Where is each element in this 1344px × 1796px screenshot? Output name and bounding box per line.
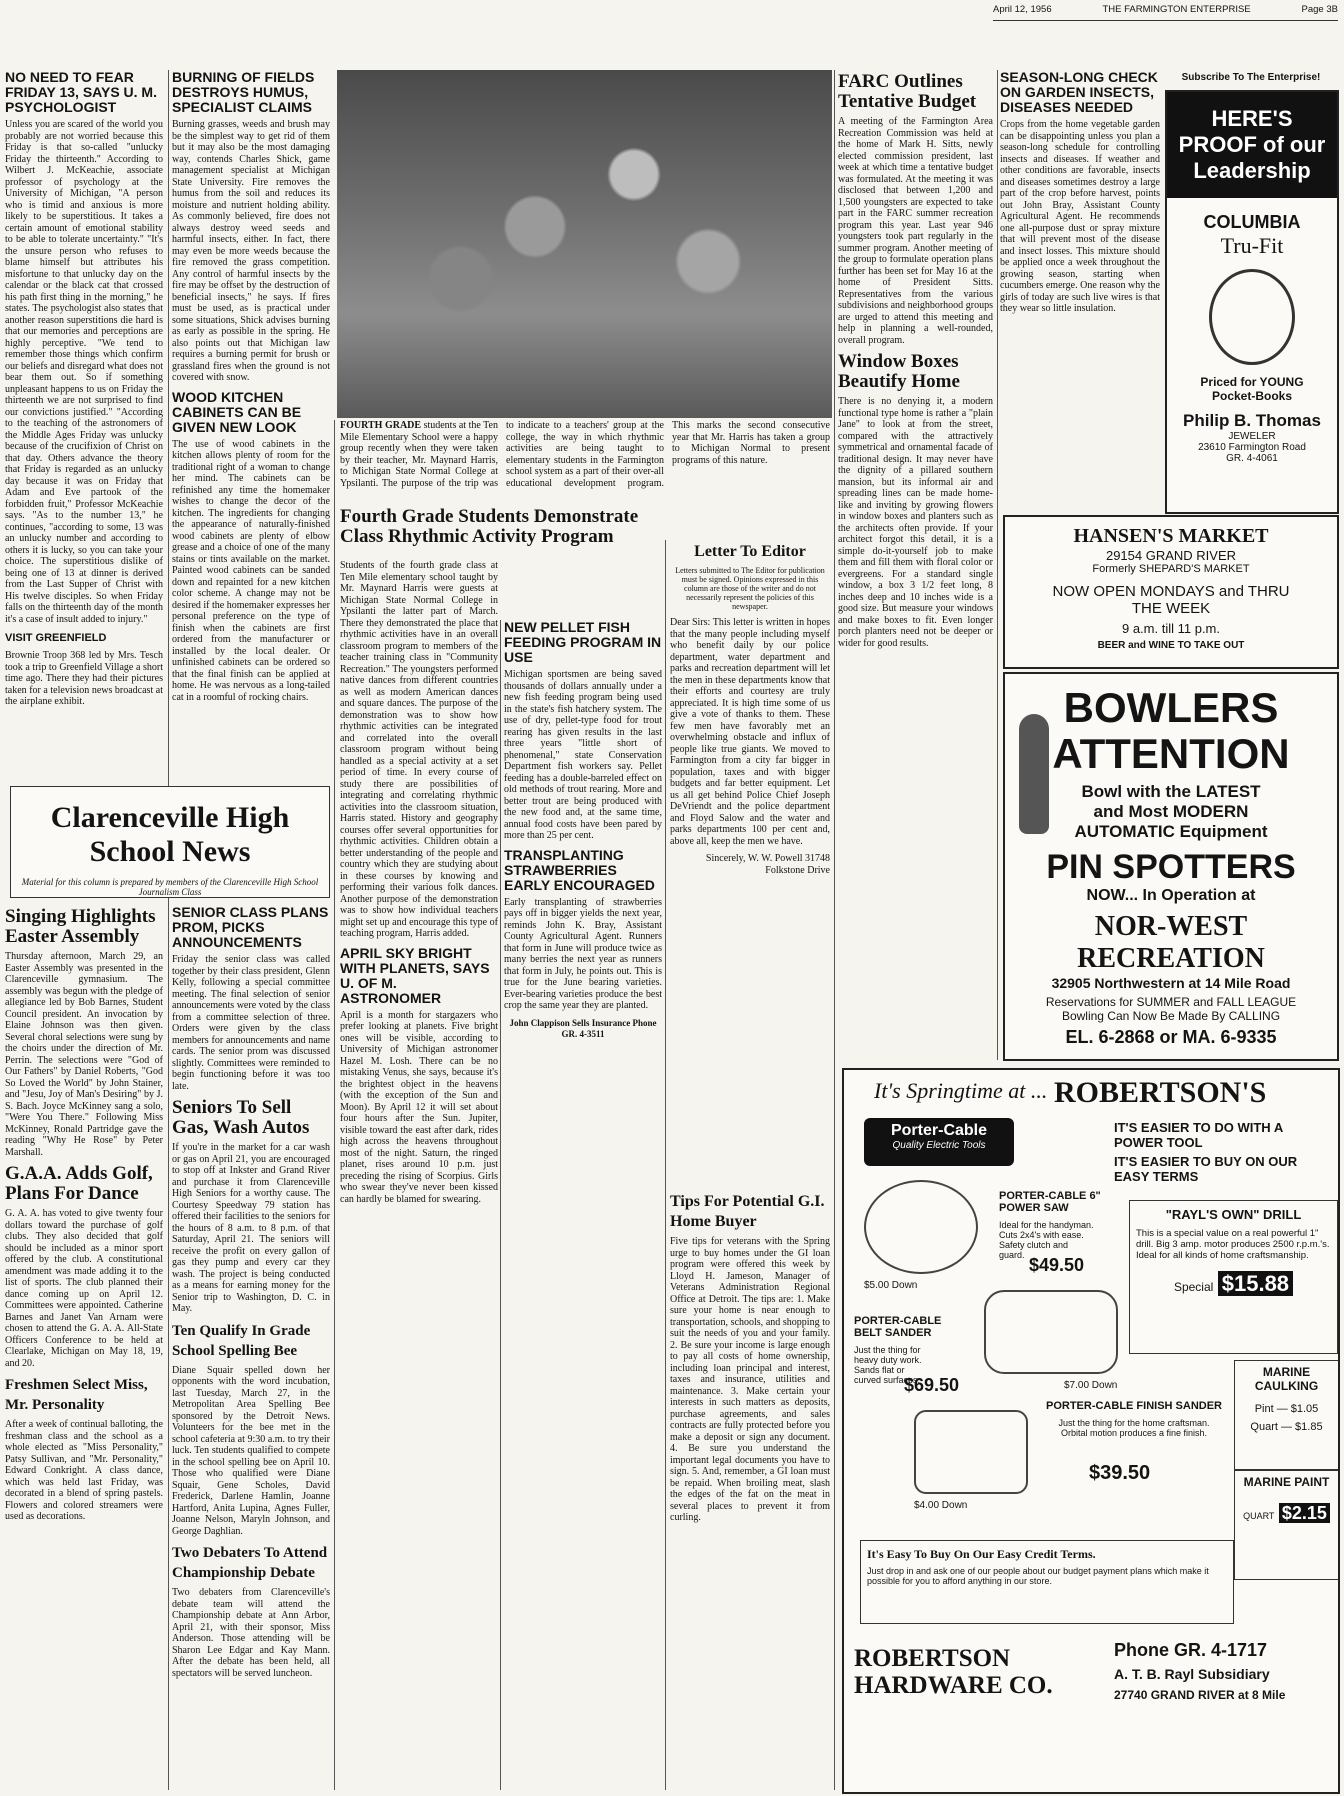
columbia-line: Tru-Fit [1220, 233, 1284, 258]
paint-title: MARINE PAINT [1243, 1475, 1330, 1489]
headline-fourth-grade: Fourth Grade Students Demonstrate Class Rhythmic Activity Program [340, 506, 639, 547]
headline-spelling: Ten Qualify In Grade School Spelling Bee [172, 1322, 311, 1359]
drill-desc: This is a special value on a real powerful 1" drill. Big 3 amp. motor produces 2500 r.p.m.'s. Ideal for all kinds of home craftsmanship. [1136, 1228, 1330, 1261]
robertson-spring: It's Springtime at ... [874, 1078, 1048, 1103]
finish-price: $39.50 [1089, 1462, 1151, 1484]
subscribe-line[interactable]: Subscribe To The Enterprise! [1181, 72, 1321, 83]
robertson-tag2: IT'S EASIER TO BUY ON OUR EASY TERMS [1114, 1154, 1298, 1184]
headline-season: SEASON-LONG CHECK ON GARDEN INSECTS, DISEASES NEEDED [1000, 70, 1158, 115]
bowlers-h2: ATTENTION [1052, 730, 1290, 777]
finish-desc: Just the thing for the home craftsman. Orbital motion produces a fine finish. [1058, 1418, 1210, 1438]
headline-burning: BURNING OF FIELDS DESTROYS HUMUS, SPECIALIST CLAIMS [172, 70, 315, 115]
article-burning: Burning grasses, weeds and brush may be the simplest way to get rid of them but it may also be the most damaging way, contends Charles Shick, game management specialist at Michigan State University. Fire removes the humus from the soil and reduces its moisture and nutrient holding ability. As commonly believed, fire does not always destroy weed seeds and harmful insects, either. In fact, there may even be more weeds because the fire removed the grass competition. Any control of harmful insects by the fire may be offset by the destruction of beneficial insects," he says. If fires must be used, as is practical under some situations, Shick advises burning as early as possible in the spring. He also points out that Michigan law requires a burning permit for brush or grassland fires when the ground is not covered with snow. [172, 119, 330, 383]
columbia-address: 23610 Farmington Road [1198, 442, 1306, 453]
finish-sander-icon [914, 1410, 1028, 1494]
belt-sander-icon [984, 1290, 1118, 1374]
columbia-ad[interactable] [1165, 90, 1339, 514]
headline-tips: Tips For Potential G.I. Home Buyer [670, 1193, 825, 1230]
headline-gaa: G.A.A. Adds Golf, Plans For Dance [5, 1163, 153, 1204]
column-6 [1000, 70, 1160, 510]
article-visit: Brownie Troop 368 led by Mrs. Tesch took a trip to Greenfield Village a short time ago. There they had their pictures taken for a television news broadcast at the airplane exhibit. [5, 650, 163, 707]
credit-box [860, 1540, 1234, 1624]
caption-lead: FOURTH GRADE [340, 420, 422, 431]
bowlers-phones: EL. 6-2868 or MA. 6-9335 [1065, 1027, 1277, 1047]
headline-letter: Letter To Editor [694, 543, 806, 560]
article-freshmen: After a week of continual balloting, the freshman class and the school as a whole elected as "Miss Personality," Patsy Sullivan, and "Mr. Personality," Edward Conkright. A class dance, which was held last Friday, was decorated in a blend of spring pastels. Flowers and colored streamers were used as decorations. [5, 1419, 163, 1522]
column-rule [168, 70, 169, 1790]
bowlers-l3: AUTOMATIC Equipment [1074, 822, 1268, 841]
caulking-box [1234, 1360, 1339, 1470]
column-5 [838, 70, 993, 1070]
column-rule [334, 420, 335, 1790]
fourth-grade-head [340, 505, 660, 560]
bowlers-l1: Bowl with the LATEST [1081, 782, 1261, 801]
article-gaa: G. A. A. has voted to give twenty four dollars toward the purchase of golf clubs. They also decided that golf should be included as a minor sport offered by the club. A constitutional amendment was made adding it to the list of sports. The club planned their dance coming up on April 12. Committees were appointed. Catherine Barnes and Janet Van Arnam were chosen to attend the G. A. A. All-State Officers Conference to be held at Clearlake, Michigan on May 18, 19, and 20. [5, 1208, 163, 1369]
bowlers-now: NOW... In Operation at [1086, 887, 1256, 904]
saw-desc: Ideal for the handyman. Cuts 2x4's with ease. Safety clutch and guard. [999, 1220, 1094, 1260]
clarenceville-title: Clarenceville High School News [50, 801, 290, 868]
article-debaters: Two debaters from Clarenceville's debate team will attend the Championship debate at Ann Arbor, April 21, with their sponsor, Miss Anderson. Those attending will be Sharon Lee Edgar and Kay Mann. After the debate has been held, all spectators will be served luncheon. [172, 1587, 330, 1679]
caulk-pint: Pint — $1.05 [1254, 1403, 1319, 1415]
headline-pellet: NEW PELLET FISH FEEDING PROGRAM IN USE [504, 620, 662, 665]
robertson-footer-name: ROBERTSON HARDWARE CO. [854, 1645, 1053, 1699]
article-april-sky: April is a month for stargazers who prefer looking at planets. Five bright ones will be visible, according to University of Michigan astronomer Hazel M. Losh. There can be no mistaking Venus, she says, because it's the brightest object in the heavens (with the exception of the Sun and Moon). By April 12 it will set about four hours after the Sun. Jupiter, visible toward the east after dark, rides high across the heavens throughout most of the night. Saturn, the ringed planet, rises around 10 p.m. just preceding the rising of Scorpius. Girls who swear they've never been kissed can hardly be blamed for swearing. [340, 1009, 498, 1205]
article-seniors-sell: If you're in the market for a car wash or gas on April 21, you are encouraged to stop off at Inkster and Grand River and purchase it from Clarenceville High Seniors for a worthy cause. The Courtesy Speedway 79 station has offered their facilities to the seniors for the hours of 8 a.m. to 8 p.m. of that Saturday, April 21. The seniors will receive the profit on every gallon of gas they pump and every car they wash. The project is being conducted as a means for earning money for the Senior trip to Washington, D. C. in May. [172, 1142, 330, 1314]
marine-paint-box [1234, 1470, 1339, 1580]
porter-cable-logo [864, 1118, 1014, 1166]
columbia-price: Priced for YOUNG Pocket-Books [1200, 375, 1304, 403]
column-2-bottom [172, 905, 330, 1790]
article-singing: Thursday afternoon, March 29, an Easter Assembly was presented in the Clarenceville gymnasium. The assembly was begun with the pledge of allegiance led by Bob Barnes, Student Council president. An invocation by Elaine Johnson was then given. Several choral selections were sung by the choirs under the direction of Mr. Perrin. The selections were "God of Our Fathers" by Daniel Roberts, "God So Loved the World" by John Stainer, and "Jesu, Joy of Man's Desiring" by J. S. Bach. Joyce McKinney sang a solo, "Were You There." Following Miss McKinney, Ronald Partridge gave the reading "Why He Rose" by Peter Marshall. [5, 951, 163, 1158]
columbia-role: JEWELER [1228, 431, 1276, 442]
saw-price: $49.50 [1029, 1255, 1085, 1275]
credit-body: Just drop in and ask one of our people about our budget payment plans which make it possible for you to afford anything in our store. [867, 1566, 1209, 1586]
bowlers-calling: Bowling Can Now Be Made By CALLING [1061, 1009, 1281, 1023]
article-pellet: Michigan sportsmen are being saved thousands of dollars annually under a new fish feeding program being used in the state's fish hatchery system. The use of dry, pellet-type food for trout rearing has given results in the last three years "little short of phenomenal," state Conservation Department fish workers say. Pellet feeding has a double-barreled effect on old methods of trout rearing. More and better trout are being produced with the new food and, at the same time, annual food costs have been pared by more than 25 per cent. [504, 669, 662, 841]
columbia-phone: GR. 4-4061 [1226, 453, 1278, 464]
article-season: Crops from the home vegetable garden can be disappointing unless you plan a season-long schedule for controlling insects and diseases. If weather and other conditions are favorable, insects and diseases sometimes destroy a large part of the crop before harvest, points out John Bray, Assistant County Agricultural Agent. He recommends one all-purpose dust or spray mixture that will prevent most of the disease and insect losses. This mixture should be applied once a week throughout the growing season, starting when cucumbers emerge. One reason why the girls of today are such live wires is that they wear so little insulation. [1000, 119, 1160, 314]
columbia-banner: HERE'S PROOF of our Leadership [1167, 92, 1337, 198]
photo-caption [340, 420, 830, 500]
article-farc: A meeting of the Farmington Area Recreation Commission was held at the home of Mark H. Sitts, newly elected commission president, last week at which time a tentative budget was formulated. At the meeting it was disclosed that between 1,200 and 1,500 youngsters are expected to take part in the FARC summer recreation program this year. Last year 946 youngsters took part regularly in the summer program. Another meeting of the group to formulate operation plans further has been set for May 16 at the home of President Sitts. Representatives from the various subdivisions and neighborhood groups are urged to attend this meeting and help in planning a well-rounded, overall program. [838, 116, 993, 346]
headline-transplanting: TRANSPLANTING STRAWBERRIES EARLY ENCOURAGED [504, 846, 655, 893]
saw-down: $5.00 Down [864, 1280, 918, 1291]
headline-kitchen: WOOD KITCHEN CABINETS CAN BE GIVEN NEW LOOK [172, 388, 302, 435]
bowlers-address: 32905 Northwestern at 14 Mile Road [1051, 975, 1291, 991]
robertson-tag1: IT'S EASIER TO DO WITH A POWER TOOL [1114, 1120, 1283, 1150]
column-1-bottom [5, 905, 163, 1790]
article-tips: Five tips for veterans with the Spring urge to buy homes under the GI loan program were offered this week by Lloyd H. Jameson, Manager of Veterans Administration Regional Office at Detroit. The tips are: 1. Make sure your home is near enough to transportation, schools, and shopping to suit the needs of you and your family. 2. Be sure your income is large enough to pay all costs of home ownership, including loan principal and interest, taxes and insurance, utilities and maintenance. 3. Make certain your interests in such matters as deposits, purchase agreements, and sales contracts are fully protected before you make a deposit or sign any document. 4. Be sure you understand the important legal documents you have to sign. 5. And, remember, a GI loan must be repaid. When broiling meat, slash the edges of the fat on the meat in several places to prevent it from curling. [670, 1236, 830, 1523]
clarenceville-sub: Material for this column is prepared by members of the Clarenceville High School Journalism Class [21, 877, 319, 897]
article-kitchen: The use of wood cabinets in the kitchen allows plenty of room for the traditional right of a woman to change her mind. The cabinets can be refinished any time the homemaker wishes to change the decor of the kitchen. The ingredients for changing the appearance of naturally-finished wood cabinets are plenty of elbow grease and a choice of one of the many stains or tints available on the market. Painted wood cabinets can be sanded down and repainted for a new kitchen color scheme. A change may not be desired if the homemaker expresses her personal preference on the type of finish when the cabinets are first ordered from the manufacturer or installed by the local dealer. Or unfinished cabinets can be ordered so that the final finish can be applied at home. He was nervous as a long-tailed cat in a roomful of rocking chairs. [172, 438, 330, 703]
headline-april-sky: APRIL SKY BRIGHT WITH PLANETS, SAYS U. OF M. ASTRONOMER [340, 944, 490, 1006]
column-rule [665, 540, 666, 1790]
column-3 [340, 560, 498, 1790]
column-4 [504, 620, 662, 1790]
caulk-title: MARINE CAULKING [1254, 1365, 1319, 1393]
article-no-fear: Unless you are scared of the world you probably are not worried because this Friday is that so-called "unlucky Friday the thirteenth." According to Wilbert J. McKeachie, associate professor of psychology at the University of Michigan, "A person who is timid and anxious is more likely to be superstitious. It takes a certain amount of emotional stability to be able to tolerate uncertainty." "It's the unsure person who refuses to blame himself but attributes his misfortune to that unlucky day on the calendar or the black cat that crossed his path first thing in the morning," he states. The psychologist also states that another reason superstitions die hard is that our memories and perceptions are highly perceptive. "We tend to remember those things which confirm our beliefs and disregard what does not bear them out. So if something unpleasant happens to us on Friday the thirteenth we are not surprised to find our convictions justified." "According to the teaching of the astronomers of the Middle Ages Friday was unlucky because of the crucifixion of Christ on that day. Others advance the theory that Friday is regarded as an unlucky day because it was on Friday that Adam and Eve partook of the forbidden fruit," Professor McKeachie says. "As to the number 13," he continues, "according to some, 13 was an unlucky number and according to others it is lucky, so you can take your choice. The superstitious dislike of being one of 13 at dinner is derived from the Last Supper of Christ with His twelve disciples. So when Friday falls on the thirteenth day of the month it's a case of insult added to injury." [5, 119, 163, 625]
bowlers-venue: NOR-WEST RECREATION [1077, 911, 1265, 974]
columbia-brand: COLUMBIA [1203, 212, 1301, 232]
robertson-name: ROBERTSON'S [1054, 1076, 1267, 1109]
finish-down: $4.00 Down [914, 1500, 968, 1511]
article-transplanting: Early transplanting of strawberries pays off in bigger yields the next year, reminds John K. Bray, Assistant County Agricultural Agent. Runners that form in June will produce twice as many berries the next year as runners that form in July, he points out. This is true for the June bearing varieties. Ever-bearing varieties produce the best crop the same year they are planted. [504, 896, 662, 1011]
masthead-rule [993, 20, 1338, 21]
hansen-beer: BEER and WINE TO TAKE OUT [1097, 640, 1245, 651]
porter-cable-sub: Quality Electric Tools [892, 1140, 986, 1151]
robertson-ad[interactable] [842, 1068, 1340, 1794]
class-photo [337, 70, 832, 418]
bowlers-l2: and Most MODERN [1093, 802, 1249, 821]
caulk-quart: Quart — $1.85 [1250, 1421, 1323, 1433]
drill-title: "RAYL'S OWN" DRILL [1165, 1207, 1302, 1222]
masthead [993, 4, 1338, 18]
robertson-address: 27740 GRAND RIVER at 8 Mile [1114, 1688, 1286, 1702]
paint-price: $2.15 [1279, 1503, 1330, 1523]
column-rule [834, 70, 835, 1790]
robertson-sub: A. T. B. Rayl Subsidiary [1114, 1666, 1270, 1682]
belt-down: $7.00 Down [1064, 1380, 1118, 1391]
column-rule [997, 70, 998, 1060]
belt-price: $69.50 [904, 1375, 960, 1395]
porter-cable-brand: Porter-Cable [890, 1122, 988, 1139]
belt-title: PORTER-CABLE BELT SANDER [854, 1315, 942, 1339]
hansen-hours: 9 a.m. till 11 p.m. [1121, 621, 1220, 636]
drill-box [1129, 1200, 1338, 1354]
columbia-store: Philip B. Thomas [1183, 411, 1321, 430]
hansen-name: HANSEN'S MARKET [1073, 525, 1269, 547]
paint-label: QUART [1243, 1511, 1275, 1521]
letter-note: Letters submitted to The Editor for publication must be signed. Opinions expressed in this column are those of the writer and do not necessarily represent the policies of this newspaper. [675, 566, 825, 611]
drill-price: $15.88 [1218, 1271, 1293, 1296]
column-2-top [172, 70, 330, 775]
bowlers-h1: BOWLERS [1063, 684, 1279, 731]
bowlers-ad[interactable] [1003, 672, 1339, 1061]
credit-title: It's Easy To Buy On Our Easy Credit Terms. [867, 1547, 1096, 1561]
article-window: There is no denying it, a modern functional type home is rather a "plain Jane" to look at from the street, compared with the attractively symmetrical and ornamental facade of traditional design. It may never have the dignity of a pillared southern mansion, but its informal air and spreading lines can be made home-like and inviting by growing flowers in window boxes and planters such as the architects often provide. If your architect forgot this detail, it is a simple do-it-yourself job to make them and fill them with floral color or evergreens. For a standard single window, a box 3 1/2 feet long, 8 inches deep and 10 inches wide is a good size. But measure your windows and make boxes to fit. Even longer porch planters need not be deeper or wider for good results. [838, 396, 993, 649]
hansen-address: 29154 GRAND RIVER [1105, 548, 1237, 563]
headline-no-fear: NO NEED TO FEAR FRIDAY 13, SAYS U. M. PSYCHOLOGIST [5, 70, 157, 115]
bowlers-reserve: Reservations for SUMMER and FALL LEAGUE [1045, 995, 1297, 1009]
drill-label: Special [1173, 1280, 1214, 1294]
article-letter: Dear Sirs: This letter is written in hopes that the many people including myself who benefit daily by our police department, water department and parks and recreation department will let the men in these departments know that their efforts and courtesy are truly appreciated. It is high time some of us give a vote of thanks to them. These few men have favorably met an overwhelming obstacle and influx of people like true giants. We moved to Farmington from a city far bigger in population, taxes and with bigger budgets and far better equipment. Let us all get behind Police Chief Joseph DeVriendt and the police department and Floyd Salow and the water and parks departments 100 per cent and, above all, keep the men we have. [670, 617, 830, 847]
headline-visit: VISIT GREENFIELD [5, 632, 107, 644]
hansen-open: NOW OPEN MONDAYS and THRU THE WEEK [1052, 583, 1290, 617]
hansen-ad[interactable] [1003, 515, 1339, 669]
bowlers-pins: PIN SPOTTERS [1046, 848, 1296, 886]
column-1-top [5, 70, 163, 770]
headline-debaters: Two Debaters To Attend Championship Debate [172, 1545, 328, 1581]
robertson-phone: Phone GR. 4-1717 [1114, 1640, 1268, 1660]
power-saw-icon [864, 1180, 978, 1274]
letter-signature: Sincerely, W. W. Powell 31748 Folkstone Drive [705, 853, 830, 876]
masthead-date: April 12, 1956 [993, 4, 1052, 15]
article-fourth-grade: Students of the fourth grade class at Ten Mile elementary school taught by Mr. Maynard Harris were guests at Michigan State Normal College in Ypsilanti the latter part of March. There they demonstrated the place that rhythmic activities have in an overall classroom program to members of the teacher training class in "Community Recreation." The youngsters performed native dances from different countries as well as modern American dances and square dances. The purpose of the demonstration was to show how rhythmic activities can be integrated and correlated into the overall classroom program without being handled as a special activity at a set period of time. In every course of study there are possibilities of integrating and correlating rhythmic activities into the classroom situation, Harris stated. History and geography courses offer several opportunities for rhythmic activities. Children obtain a better understanding of the people and country which they are studying about in these courses by knowing and performing their various folk dances. Another purpose of the demonstration was to show how individual teachers might set up and encourage this type of teaching program, Harris added. [340, 560, 498, 939]
caption-body: students at the Ten Mile Elementary School were a happy group recently when they were taken by their teacher, Mr. Maynard Harris, to Michigan State Normal College at Ypsilanti. The purpose of the trip was to indicate to a teachers' group at the college, the way in which rhythmic activities are being taught to elementary students in the Farmington school system as a part of their over-all educational development program. This marks the second consecutive year that Mr. Harris has taken a group to Michigan Normal to present programs of this nature. [340, 420, 830, 489]
masthead-paper: THE FARMINGTON ENTERPRISE [1102, 4, 1251, 15]
clarenceville-banner [10, 786, 330, 898]
headline-singing: Singing Highlights Easter Assembly [5, 906, 156, 947]
column-letter [670, 540, 830, 1180]
column-rule [500, 620, 501, 1790]
belt-desc: Just the thing for heavy duty work. Sands flat or curved surfaces. [854, 1345, 922, 1385]
headline-freshmen: Freshmen Select Miss, Mr. Personality [5, 1377, 148, 1413]
column-tips [670, 1190, 830, 1790]
headline-senior: SENIOR CLASS PLANS PROM, PICKS ANNOUNCEMENTS [172, 905, 329, 950]
bowling-pin-icon [1019, 714, 1049, 834]
headline-farc: FARC Outlines Tentative Budget [838, 71, 977, 112]
article-spelling: Diane Squair spelled down her opponents with the word incubation, last Tuesday, March 27, in the Metropolitan Area Spelling Bee sponsored by the Detroit News. Volunteers for the bee met in the school cafeteria at 9:30 a.m. to try their luck. Ten students qualified to compete in the school spelling bee on April 10. Those who qualified were Diane Squair, Gene Scholes, David Frederick, Darlene Hamlin, Joanne Hartford, Anita Lupina, Agnes Fuller, Joanne Nelson, Maryln Johnson, and George Daghlian. [172, 1364, 330, 1537]
article-senior: Friday the senior class was called together by their class president, Glenn Kelly, following a special committee meeting. The final selection of senior announcements were voted by the class from a committee selection of three. Orders were given by the class members for announcements and name cards. The senior prom was discussed slightly. Committees were reminded to begin functioning before it was too late. [172, 954, 330, 1092]
headline-seniors-sell: Seniors To Sell Gas, Wash Autos [172, 1097, 310, 1138]
finish-title: PORTER-CABLE FINISH SANDER [1045, 1400, 1222, 1412]
headline-window: Window Boxes Beautify Home [838, 351, 960, 392]
insurance-notice: John Clappison Sells Insurance Phone GR. 4-3511 [509, 1017, 657, 1039]
ring-icon [1209, 269, 1295, 365]
hansen-formerly: Formerly SHEPARD'S MARKET [1092, 563, 1250, 575]
saw-title: PORTER-CABLE 6" POWER SAW [999, 1190, 1101, 1214]
masthead-page: Page 3B [1301, 4, 1338, 15]
